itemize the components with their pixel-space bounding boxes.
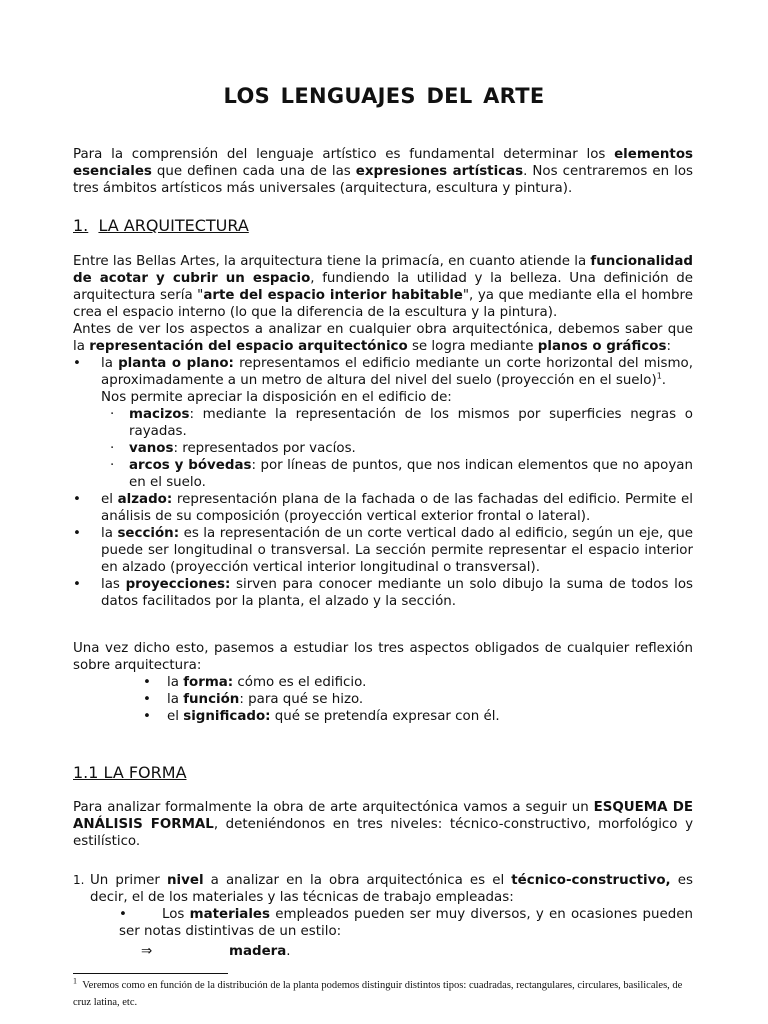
text-run: sirven para conocer mediante un solo dibujo la suma de todos los datos facilitados por la planta, el alzado y la sección.	[101, 577, 693, 609]
list-item-nivel-1	[73, 872, 693, 906]
bold-run: planos o gráficos	[537, 339, 667, 354]
bold-run: macizos	[129, 407, 190, 422]
footnote-ref-link[interactable]: 1	[656, 371, 662, 381]
bullet-planta	[73, 355, 693, 406]
text-run: representación plana de la fachada o de las fachadas del edificio. Permite el análisis de su composición (proyección vertical exterior frontal o lateral).	[101, 492, 693, 524]
text-run: .	[661, 373, 667, 388]
text-run: se logra mediante	[407, 339, 538, 354]
aspect-forma	[73, 674, 693, 691]
bullet-seccion	[73, 525, 693, 576]
text-run: : para qué se hizo.	[239, 692, 364, 707]
bold-run: ESQUEMA DE ANÁLISIS FORMAL	[73, 800, 693, 832]
bullet-icon: •	[73, 492, 81, 507]
section-label: 1.1 LA FORMA	[73, 763, 187, 782]
bold-run: vanos	[129, 441, 174, 456]
text-run: la	[101, 356, 119, 371]
sub-bullet-icon: ·	[110, 441, 115, 456]
footnote-text: Veremos como en función de la distribución de la planta podemos distinguir distintos tipos: cuadradas, rectangulares, circulares, basilicales, de cruz latina, etc.	[73, 980, 683, 1008]
bold-run: proyecciones:	[125, 577, 231, 592]
aspect-significado	[73, 708, 693, 725]
text-run: Para analizar formalmente la obra de arte arquitectónica vamos a seguir un	[73, 800, 594, 815]
bold-run: materiales	[189, 907, 270, 922]
text-run: el	[101, 492, 118, 507]
text-run: qué se pretendía expresar con él.	[270, 709, 500, 724]
bullet-icon: •	[73, 356, 81, 371]
text-run: Entre las Bellas Artes, la arquitectura tiene la primacía, en cuanto atiende la	[73, 254, 591, 269]
bold-run: elementos esenciales	[73, 147, 693, 179]
bold-run: nivel	[167, 873, 204, 888]
aspect-funcion	[73, 691, 693, 708]
text-run: , fundiendo la utilidad y la belleza. Una definición de arquitectura sería "	[73, 271, 693, 303]
section-heading-arquitectura	[73, 216, 249, 235]
sub-bullet-icon: ·	[110, 407, 115, 422]
sub-item-vanos	[73, 440, 693, 457]
section-label: LA ARQUITECTURA	[98, 216, 249, 235]
materiales-item	[73, 906, 693, 940]
text-run: .	[286, 944, 291, 959]
text-run: Los	[162, 907, 190, 922]
text-run: la	[167, 692, 184, 707]
text-run: Una vez dicho esto, pasemos a estudiar los tres aspectos obligados de cualquier reflexión sobre arquitectura:	[73, 641, 693, 673]
text-run: la	[167, 675, 184, 690]
intro-paragraph	[73, 146, 693, 197]
bold-run: funcionalidad de acotar y cubrir un espacio	[73, 254, 693, 286]
bullet-icon: •	[143, 692, 151, 707]
text-run: representamos el edificio mediante un corte horizontal del mismo, aproximadamente a un metro de altura del nivel del suelo (proyección en el suelo)	[101, 356, 693, 388]
bold-run: significado:	[183, 709, 271, 724]
text-run: ", ya que mediante ella el hombre crea el espacio interno (lo que la diferencia de la escultura y la pintura).	[73, 288, 693, 320]
text-run: la	[101, 526, 118, 541]
text-run: el	[167, 709, 184, 724]
text-run: es la representación de un corte vertical dado al edificio, según un eje, que puede ser longitudinal o transversal. La sección permite representar el espacio interior en alzado (proyección vertical interior longitudinal o transversal).	[101, 526, 694, 575]
bold-run: función	[183, 692, 240, 707]
bold-run: expresiones artísticas	[355, 164, 524, 179]
aspectos-paragraph	[73, 640, 693, 725]
bullet-proyecciones	[73, 576, 693, 610]
list-number: 1.	[73, 873, 85, 887]
text-run: , deteniéndonos en tres niveles: técnico-constructivo, morfológico y estilístico.	[73, 817, 694, 849]
text-run: :	[666, 339, 671, 354]
bold-run: sección:	[117, 526, 180, 541]
bullet-icon: •	[73, 526, 81, 541]
bold-run: alzado:	[117, 492, 173, 507]
arquitectura-paragraph	[73, 253, 693, 610]
text-run: Un primer	[90, 873, 168, 888]
text-run: es decir, el de los materiales y las técnicas de trabajo empleadas:	[90, 873, 693, 905]
text-run: las	[101, 577, 126, 592]
bullet-icon: •	[143, 709, 151, 724]
bullet-alzado	[73, 491, 693, 525]
text-run: Para la comprensión del lenguaje artístico es fundamental determinar los	[73, 147, 615, 162]
bold-run: arcos y bóvedas	[129, 458, 252, 473]
footnote-separator	[73, 973, 228, 974]
text-run: que definen cada una de las	[151, 164, 356, 179]
section-number: 1.	[73, 216, 89, 235]
bold-run: planta o plano:	[118, 356, 234, 371]
bold-run: madera	[229, 944, 287, 959]
sub-bullet-icon: ·	[110, 458, 115, 473]
sub-item-macizos	[73, 406, 693, 440]
footnote	[73, 977, 695, 1011]
nivel-list	[73, 872, 693, 959]
text-run: : mediante la representación de los mismos por superficies negras o rayadas.	[129, 407, 693, 439]
page-title: LOS LENGUAJES DEL ARTE	[223, 84, 545, 108]
bold-run: representación del espacio arquitectónico	[89, 339, 408, 354]
text-run: empleados pueden ser muy diversos, y en ocasiones pueden ser notas distintivas de un estilo:	[119, 907, 693, 939]
bullet-icon: •	[119, 907, 127, 922]
text-run: Antes de ver los aspectos a analizar en cualquier obra arquitectónica, debemos saber que la	[73, 322, 693, 354]
text-run: a analizar en la obra arquitectónica es el	[203, 873, 512, 888]
text-run: : por líneas de puntos, que nos indican elementos que no apoyan en el suelo.	[129, 458, 693, 490]
text-run: : representados por vacíos.	[173, 441, 356, 456]
text-run: cómo es el edificio.	[233, 675, 367, 690]
footnote-number: 1	[73, 976, 77, 986]
bullet-icon: •	[73, 577, 81, 592]
forma-paragraph	[73, 799, 693, 850]
sub-item-arcos	[73, 457, 693, 491]
section-heading-forma	[73, 763, 187, 782]
bold-run: arte del espacio interior habitable	[203, 288, 463, 303]
arrow-icon: ⇒	[141, 944, 153, 959]
bold-run: técnico-constructivo,	[511, 873, 671, 888]
bold-run: forma:	[183, 675, 234, 690]
text-run: Nos permite apreciar la disposición en el edificio de:	[101, 390, 452, 405]
text-run: . Nos centraremos en los tres ámbitos artísticos más universales (arquitectura, escultura y pintura).	[73, 164, 693, 196]
bullet-icon: •	[143, 675, 151, 690]
